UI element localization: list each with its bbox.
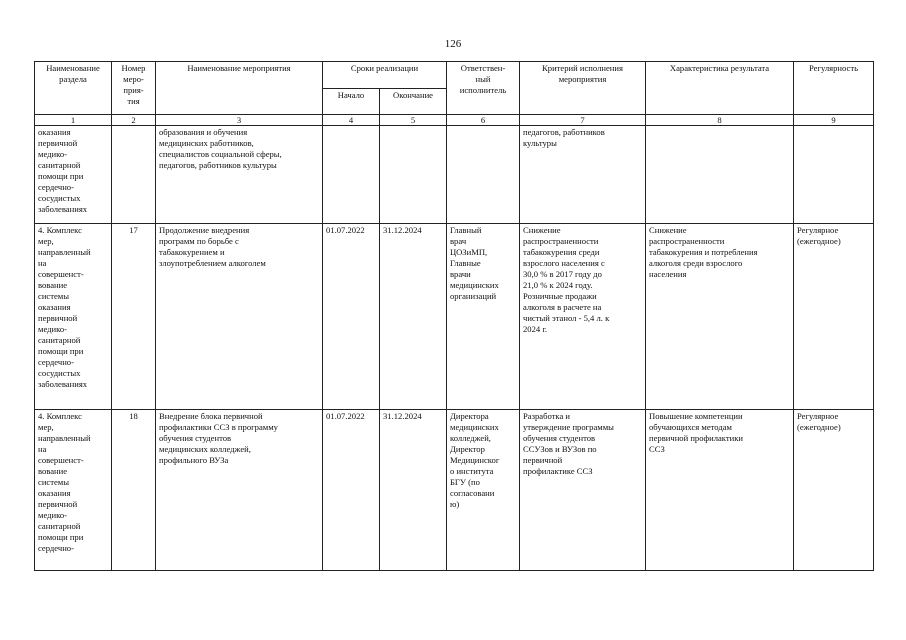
header-event-name: Наименование мероприятия <box>156 62 323 115</box>
column-number: 4 <box>323 115 380 126</box>
cell-result <box>646 126 794 224</box>
column-number: 3 <box>156 115 323 126</box>
header-row <box>35 62 874 89</box>
cell-event: Продолжение внедрения программ по борьбе с табакокурением и злоупотреблением алкоголем <box>156 224 323 410</box>
cell-start <box>323 126 380 224</box>
cell-start: 01.07.2022 <box>323 224 380 410</box>
cell-start: 01.07.2022 <box>323 410 380 571</box>
column-number: 5 <box>380 115 447 126</box>
header-regularity: Регулярность <box>794 62 874 115</box>
cell-section: 4. Комплекс мер, направленный на совершенст- вование системы оказания первичной медико- санитарной помощи при сердечно- <box>35 410 112 571</box>
cell-regularity: Регулярное (ежегодное) <box>794 410 874 571</box>
header-responsible: Ответствен- ный исполнитель <box>447 62 520 115</box>
cell-number: 18 <box>112 410 156 571</box>
page-number: 126 <box>444 38 462 50</box>
cell-section: оказания первичной медико- санитарной помощи при сердечно- сосудистых заболеваниях <box>35 126 112 224</box>
header-result: Характеристика результата <box>646 62 794 115</box>
cell-end: 31.12.2024 <box>380 410 447 571</box>
column-number: 7 <box>520 115 646 126</box>
column-number: 9 <box>794 115 874 126</box>
cell-responsible: Главный врач ЦОЗиМП, Главные врачи медицинских организаций <box>447 224 520 410</box>
cell-number: 17 <box>112 224 156 410</box>
cell-result: Снижение распространенности табакокурения и потребления алкоголя среди взрослого населения <box>646 224 794 410</box>
cell-event: Внедрение блока первичной профилактики ССЗ в программу обучения студентов медицинских колледжей, профильного ВУЗа <box>156 410 323 571</box>
cell-responsible: Директора медицинских колледжей, Директор Медицинског о института БГУ (по согласовани ю) <box>447 410 520 571</box>
column-number: 1 <box>35 115 112 126</box>
header-start: Начало <box>323 89 380 115</box>
cell-number <box>112 126 156 224</box>
cell-criterion: Снижение распространенности табакокурения среди взрослого населения с 30,0 % в 2017 году до 21,0 % к 2024 году. Розничные продажи алкоголя в расчете на чистый этанол - 5,4 л. к 2024 г. <box>520 224 646 410</box>
cell-criterion: Разработка и утверждение программы обучения студентов ССУЗов и ВУЗов по первичной профилактике ССЗ <box>520 410 646 571</box>
header-event-number: Номер меро- прия- тия <box>112 62 156 115</box>
cell-event: образования и обучения медицинских работников, специалистов социальной сферы, педагогов, работников культуры <box>156 126 323 224</box>
header-deadlines: Сроки реализации <box>323 62 447 89</box>
column-number-row <box>35 115 874 126</box>
cell-result: Повышение компетенции обучающихся методам первичной профилактики ССЗ <box>646 410 794 571</box>
header-end: Окончание <box>380 89 447 115</box>
cell-regularity <box>794 126 874 224</box>
column-number: 8 <box>646 115 794 126</box>
cell-end: 31.12.2024 <box>380 224 447 410</box>
column-number: 2 <box>112 115 156 126</box>
header-section-name: Наименование раздела <box>35 62 112 115</box>
table-row <box>35 126 874 224</box>
column-number: 6 <box>447 115 520 126</box>
table-row <box>35 410 874 571</box>
cell-end <box>380 126 447 224</box>
plan-table <box>34 61 874 571</box>
cell-section: 4. Комплекс мер, направленный на совершенст- вование системы оказания первичной медико- санитарной помощи при сердечно- сосудистых заболеваниях <box>35 224 112 410</box>
cell-responsible <box>447 126 520 224</box>
header-criterion: Критерий исполнения мероприятия <box>520 62 646 115</box>
cell-criterion: педагогов, работников культуры <box>520 126 646 224</box>
table-row <box>35 224 874 410</box>
cell-regularity: Регулярное (ежегодное) <box>794 224 874 410</box>
